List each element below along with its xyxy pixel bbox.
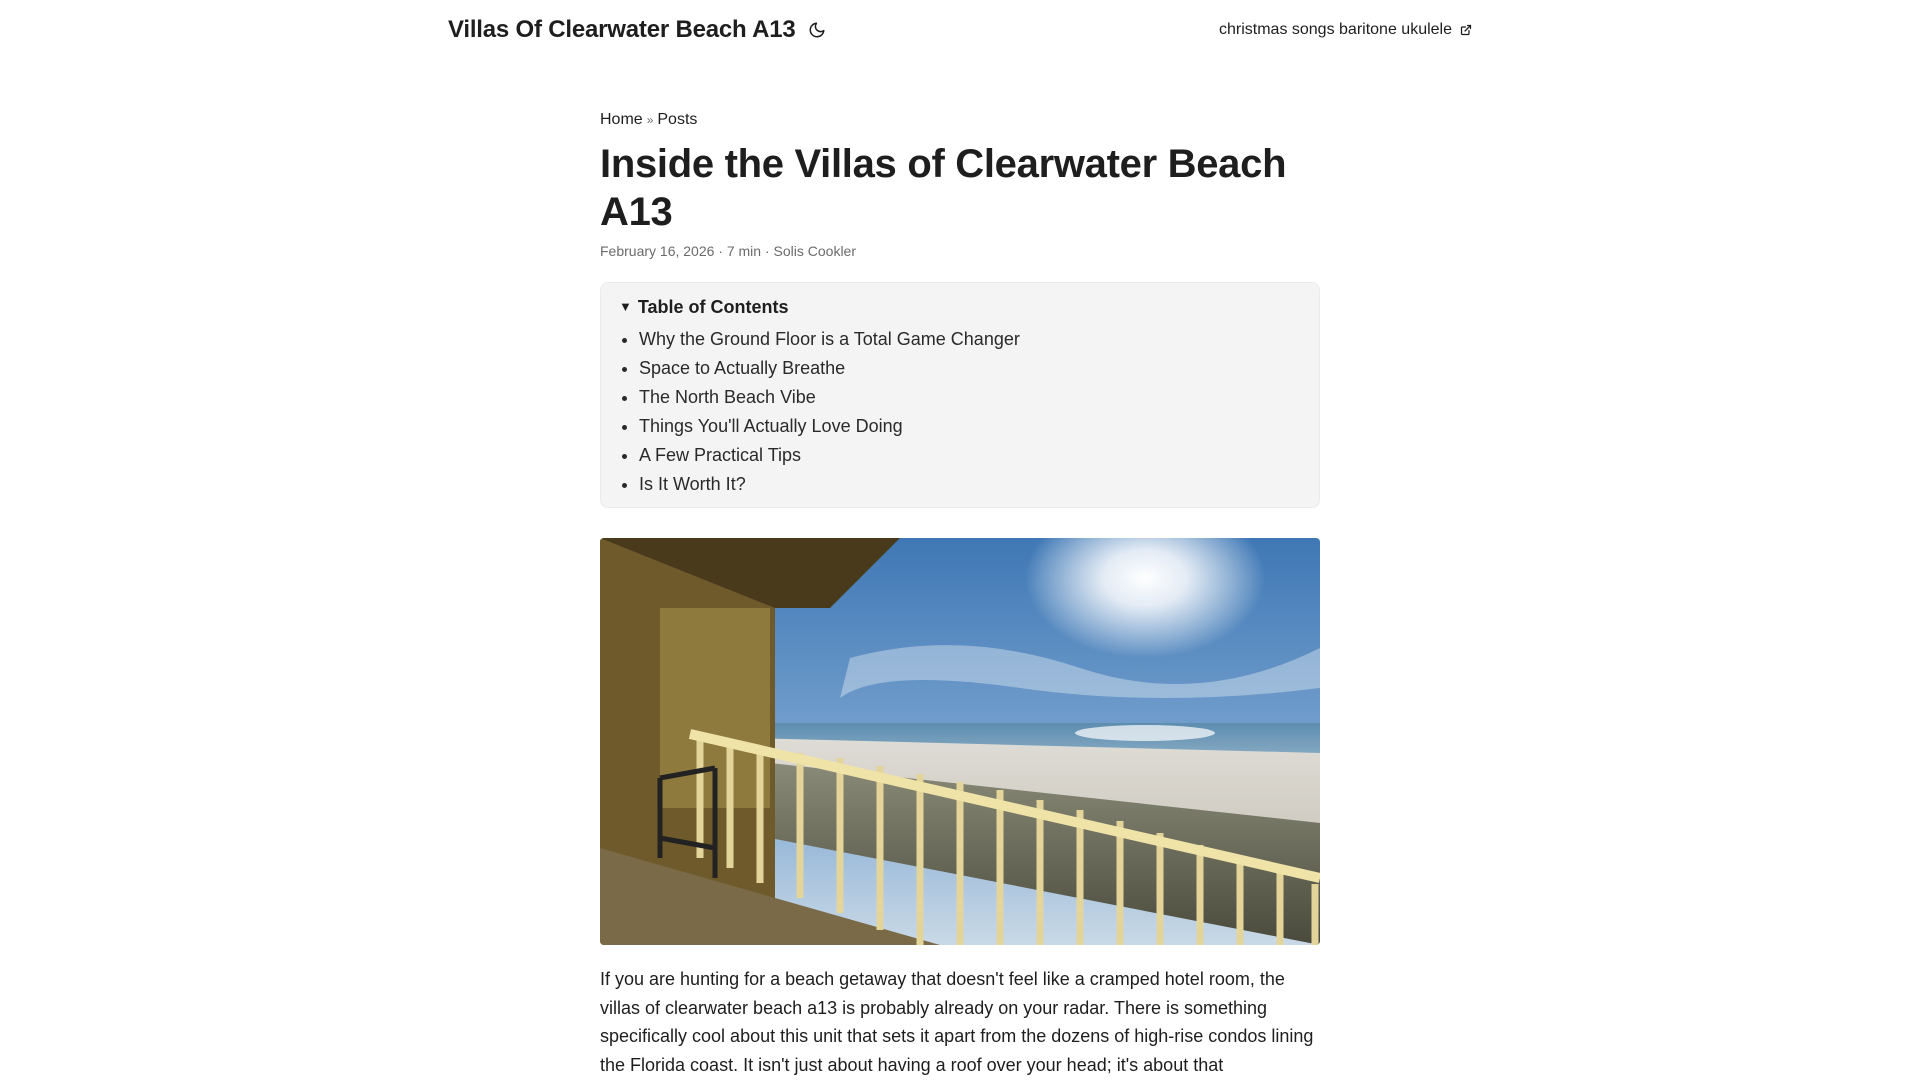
- toc-item: [639, 441, 1301, 470]
- breadcrumb-separator: »: [646, 113, 654, 127]
- toc-item: [639, 470, 1301, 499]
- site-title-link[interactable]: Villas Of Clearwater Beach A13: [448, 16, 796, 43]
- toc-link[interactable]: Space to Actually Breathe: [639, 358, 846, 378]
- toc-link[interactable]: Is It Worth It?: [639, 474, 746, 494]
- site-header: [448, 0, 1472, 60]
- balcony-beach-photo: [600, 538, 1320, 945]
- external-nav-link[interactable]: [1219, 21, 1472, 39]
- page-title: Inside the Villas of Clearwater Beach A13: [600, 142, 1287, 234]
- toc-link[interactable]: The North Beach Vibe: [639, 387, 816, 407]
- breadcrumb-home[interactable]: Home: [600, 111, 643, 128]
- moon-icon[interactable]: [808, 21, 826, 39]
- table-of-contents: [600, 282, 1320, 508]
- toc-title: Table of Contents: [637, 297, 789, 317]
- toc-link[interactable]: Things You'll Actually Love Doing: [639, 416, 903, 436]
- paragraph: If you are hunting for a beach getaway that doesn't feel like a cramped hotel room, the villas of clearwater beach a13 is probably already on your radar. There is something specifically cool about this unit that sets it apart from the dozens of high-rise condos lining the Florida coast. It isn't just about having a roof over your head; it's about that: [600, 969, 1314, 1075]
- breadcrumb: [600, 108, 1320, 132]
- post-meta: February 16, 2026 · 7 min · Solis Cookler: [600, 243, 856, 259]
- external-link-icon: [1460, 24, 1472, 36]
- toc-item: [639, 354, 1301, 383]
- hero-image: [600, 538, 1320, 945]
- breadcrumb-posts[interactable]: Posts: [657, 111, 698, 128]
- toc-link[interactable]: Why the Ground Floor is a Total Game Changer: [639, 329, 1020, 349]
- toc-toggle[interactable]: [619, 293, 1301, 321]
- triangle-down-icon: ▼: [619, 299, 632, 314]
- logo: [448, 16, 826, 44]
- external-link-label: christmas songs baritone ukulele: [1218, 21, 1452, 38]
- toc-list: [619, 325, 1301, 499]
- toc-item: [639, 412, 1301, 441]
- post-main: [600, 108, 1320, 1079]
- post-content: [600, 965, 1320, 1079]
- toc-item: [639, 325, 1301, 354]
- toc-link[interactable]: A Few Practical Tips: [639, 445, 802, 465]
- toc-item: [639, 383, 1301, 412]
